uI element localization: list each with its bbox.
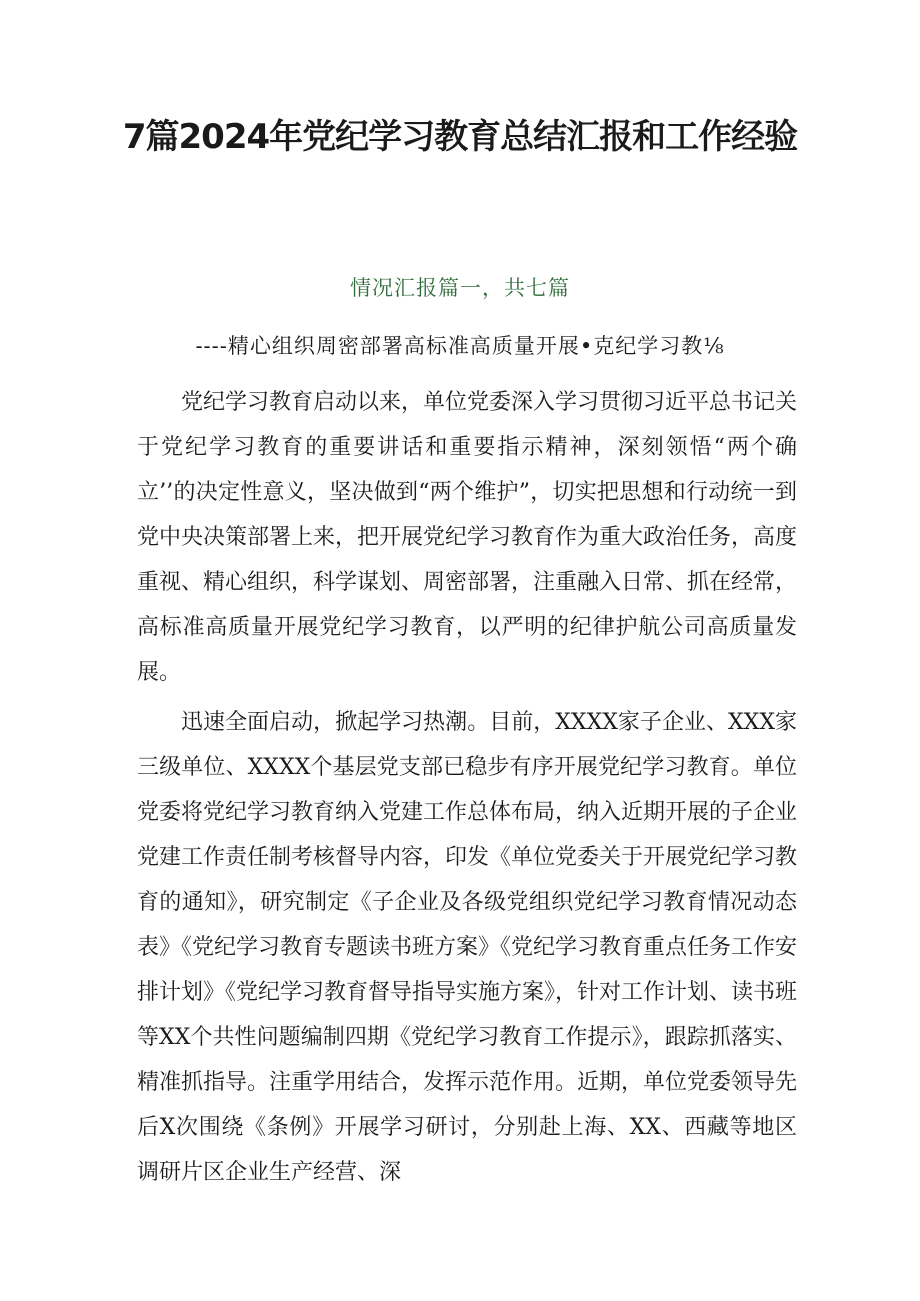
document-subtitle: 情况汇报篇一，共七篇: [350, 276, 570, 300]
paragraph-2: 迅速全面启动，掀起学习热潮。目前，XXXX家子企业、XXX家三级单位、XXXX个基层党支部已稳步有序开展党纪学习教育。单位党委将党纪学习教育纳入党建工作总体布局，纳入近期开展的子企业党建工作责任制考核督导内容，印发《单位党委关于开展党纪学习教育的通知》，研究制定《子企业及各级党组织党纪学习教育情况动态表》《党纪学习教育专题读书班方案》《党纪学习教育重点任务工作安排计划》《党纪学习教育督导指导实施方案》，针对工作计划、读书班等XX个共性问题编制四期《党纪学习教育工作提示》，跟踪抓落实、精准抓指导。注重学用结合，发挥示范作用。近期，单位党委领导先后X次围绕《条例》开展学习研讨，分别赴上海、XX、西藏等地区调研片区企业生产经营、深: [137, 710, 798, 1185]
document-tagline: ----精心组织周密部署高标准高质量开展•克纪学习教⅛: [195, 334, 725, 358]
paragraph-1: 党纪学习教育启动以来，单位党委深入学习贯彻习近平总书记关于党纪学习教育的重要讲话和重要指示精神，深刻领悟“两个确立’’的决定性意义，坚决做到“两个维护”，切实把思想和行动统一到党中央决策部署上来，把开展党纪学习教育作为重大政治任务，高度重视、精心组织，科学谋划、周密部署，注重融入日常、抓在经常，高标准高质量开展党纪学习教育，以严明的纪律护航公司高质量发展。: [137, 390, 798, 685]
document-title: 7篇2024年党纪学习教育总结汇报和工作经验: [122, 117, 798, 157]
